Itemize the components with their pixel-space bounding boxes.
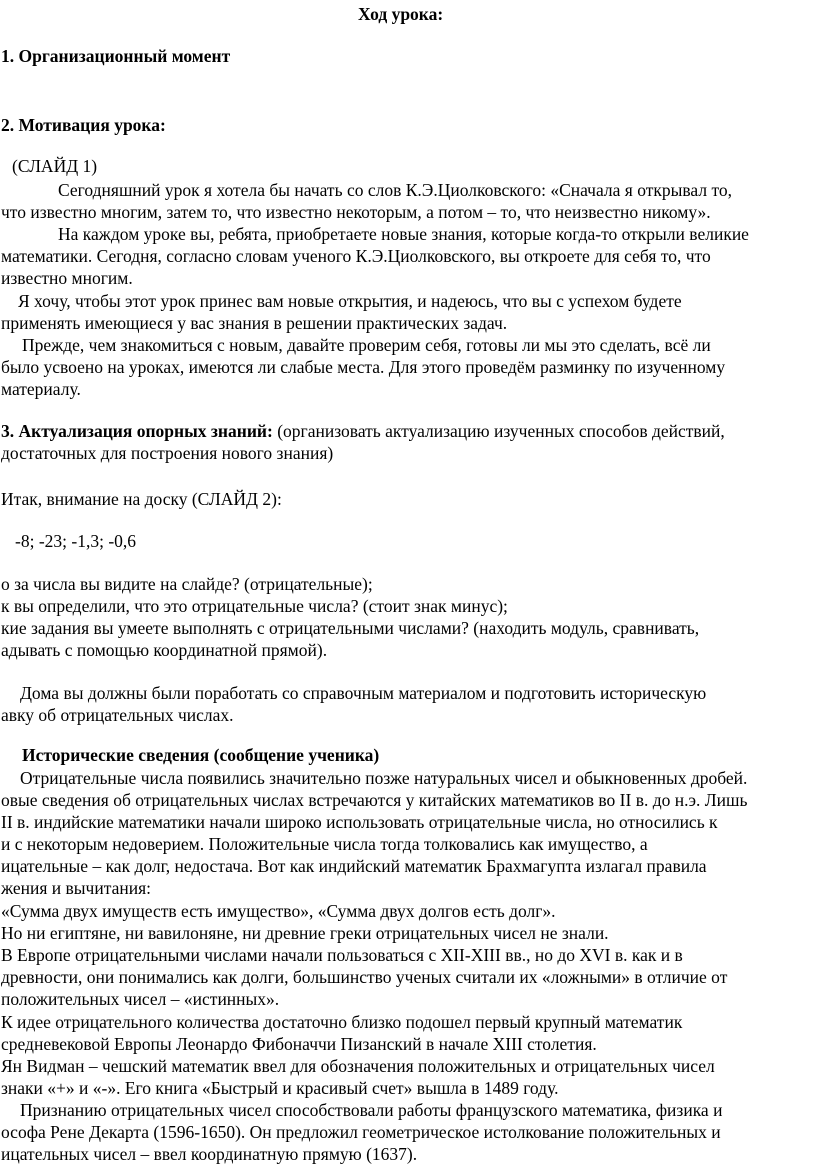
history-line: жения и вычитания: bbox=[1, 878, 151, 898]
history-line: Но ни египтяне, ни вавилоняне, ни древние греки отрицательных чисел не знали. bbox=[1, 923, 609, 943]
history-line: овые сведения об отрицательных числах встречаются у китайских математиков во II в. до н.э. Лишь bbox=[1, 790, 748, 810]
history-line: и с некоторым недоверием. Положительные числа тогда толковались как имущество, а bbox=[1, 834, 648, 854]
history-line: положительных чисел – «истинных». bbox=[1, 989, 280, 1009]
paragraph-line: достаточных для построения нового знания) bbox=[1, 443, 334, 463]
history-line: Отрицательные числа появились значительно позже натуральных чисел и обыкновенных дробей. bbox=[20, 768, 748, 788]
paragraph-line: применять имеющиеся у вас знания в решении практических задач. bbox=[1, 313, 508, 333]
section-heading-3-rest: (организовать актуализацию изученных способов действий, bbox=[272, 421, 725, 441]
paragraph-line: Прежде, чем знакомиться с новым, давайте проверим себя, готовы ли мы это сделать, всё ли bbox=[22, 335, 711, 355]
question-line: кие задания вы умеете выполнять с отрицательными числами? (находить модуль, сравнивать, bbox=[1, 618, 700, 638]
paragraph-line: материалу. bbox=[1, 379, 81, 399]
history-line: ософа Рене Декарта (1596-1650). Он предложил геометрическое истолкование положительных и bbox=[1, 1122, 721, 1142]
history-line: знаки «+» и «-». Его книга «Быстрый и красивый счет» вышла в 1489 году. bbox=[1, 1078, 559, 1098]
section-heading-2: 2. Мотивация урока: bbox=[1, 115, 166, 135]
history-heading: Исторические сведения (сообщение ученика) bbox=[22, 745, 380, 765]
section-heading-3 bbox=[1, 421, 725, 441]
history-line: Признанию отрицательных чисел способствовали работы французского математика, физика и bbox=[20, 1100, 723, 1120]
paragraph-line: было усвоено на уроках, имеются ли слабые места. Для этого проведём разминку по изученному bbox=[1, 357, 726, 377]
paragraph-line: Сегодняшний урок я хотела бы начать со слов К.Э.Циолковского: «Сначала я открывал то, bbox=[58, 180, 732, 200]
history-line: ицательные – как долг, недостача. Вот как индийский математик Брахмагупта излагал правила bbox=[1, 856, 707, 876]
history-line: II в. индийские математики начали широко использовать отрицательные числа, но относились к bbox=[1, 812, 718, 832]
history-line: В Европе отрицательными числами начали пользоваться с XII-XIII вв., но до XVI в. как и в bbox=[1, 945, 683, 965]
paragraph-line: Я хочу, чтобы этот урок принес вам новые открытия, и надеюсь, что вы с успехом будете bbox=[18, 291, 682, 311]
page-title: Ход урока: bbox=[358, 4, 444, 24]
board-instruction: Итак, внимание на доску (СЛАЙД 2): bbox=[1, 489, 282, 509]
paragraph-line: что известно многим, затем то, что известно некоторым, а потом – то, что неизвестно никому». bbox=[1, 202, 711, 222]
history-line: Ян Видман – чешский математик ввел для обозначения положительных и отрицательных чисел bbox=[1, 1056, 715, 1076]
homework-line: авку об отрицательных числах. bbox=[1, 705, 234, 725]
history-line: древности, они понимались как долги, большинство ученых считали их «ложными» в отличие от bbox=[1, 967, 728, 987]
paragraph-line: известно многим. bbox=[1, 268, 133, 288]
history-line: средневековой Европы Леонардо Фибоначчи Пизанский в начале XIII столетия. bbox=[1, 1034, 597, 1054]
history-line: «Сумма двух имуществ есть имущество», «Сумма двух долгов есть долг». bbox=[1, 901, 556, 921]
history-line: К идее отрицательного количества достаточно близко подошел первый крупный математик bbox=[1, 1012, 683, 1032]
question-line: к вы определили, что это отрицательные числа? (стоит знак минус); bbox=[1, 596, 508, 616]
section-heading-1: 1. Организационный момент bbox=[1, 46, 231, 66]
numbers-on-slide: -8; -23; -1,3; -0,6 bbox=[15, 531, 137, 551]
question-line: о за числа вы видите на слайде? (отрицательные); bbox=[1, 574, 373, 594]
slide-label-1: (СЛАЙД 1) bbox=[12, 156, 98, 176]
paragraph-line: математики. Сегодня, согласно словам ученого К.Э.Циолковского, вы откроете для себя то, что bbox=[1, 246, 711, 266]
homework-line: Дома вы должны были поработать со справочным материалом и подготовить историческую bbox=[20, 683, 707, 703]
history-line: ицательных чисел – ввел координатную прямую (1637). bbox=[1, 1144, 418, 1164]
question-line: адывать с помощью координатной прямой). bbox=[1, 640, 328, 660]
paragraph-line: На каждом уроке вы, ребята, приобретаете новые знания, которые когда-то открыли великие bbox=[58, 224, 749, 244]
section-heading-3-bold: 3. Актуализация опорных знаний: bbox=[1, 421, 273, 441]
